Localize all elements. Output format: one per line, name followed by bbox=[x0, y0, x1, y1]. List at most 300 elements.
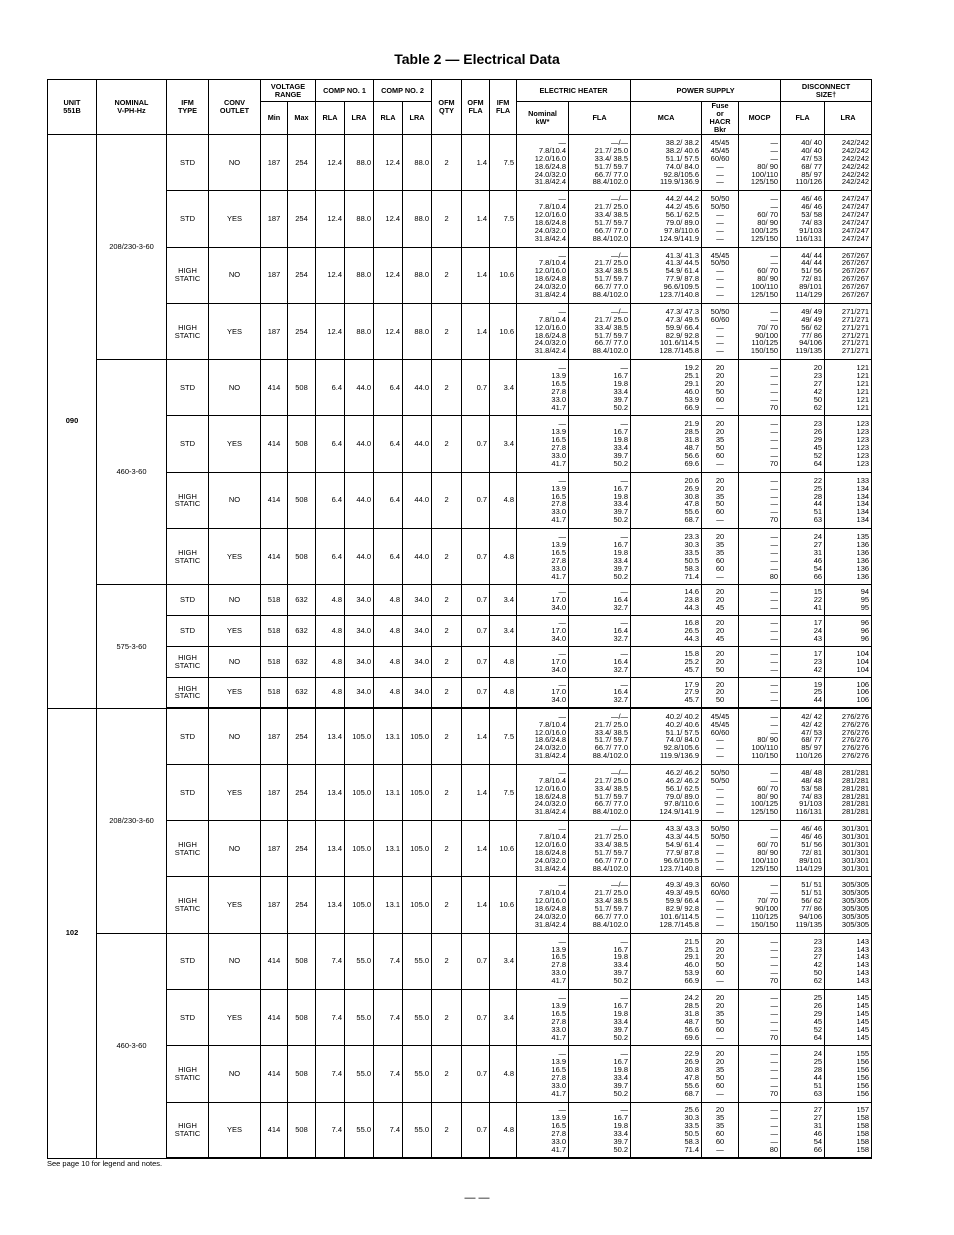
disc-lra-cell: 135 136 136 136 136 136 bbox=[825, 529, 872, 585]
ofm-qty-cell: 2 bbox=[432, 135, 462, 191]
disc-fla-cell: 25 26 29 45 52 64 bbox=[781, 990, 825, 1046]
table-row bbox=[48, 764, 872, 820]
max-cell: 508 bbox=[288, 1102, 316, 1158]
mca-cell: 16.8 26.5 44.3 bbox=[631, 616, 702, 647]
mca-cell: 49.3/ 49.3 49.3/ 49.5 59.9/ 66.4 82.9/ 92.8 101.6/114.5 128.7/145.8 bbox=[631, 877, 702, 933]
disc-fla-cell: 48/ 48 48/ 48 53/ 58 74/ 83 91/103 116/131 bbox=[781, 764, 825, 820]
ofm-fla-cell: 0.7 bbox=[462, 1046, 490, 1102]
rla1-cell: 12.4 bbox=[316, 135, 345, 191]
table-row bbox=[48, 990, 872, 1046]
disc-lra-cell: 121 121 121 121 121 121 bbox=[825, 360, 872, 416]
min-cell: 187 bbox=[261, 247, 288, 303]
mocp-cell: — — 60/ 70 80/ 90 100/110 125/150 bbox=[739, 821, 781, 877]
fuse-cell: 20 20 45 bbox=[702, 616, 739, 647]
rla2-cell: 12.4 bbox=[374, 191, 403, 247]
rla2-cell: 6.4 bbox=[374, 416, 403, 472]
ofm-qty-cell: 2 bbox=[432, 360, 462, 416]
disc-lra-cell: 271/271 271/271 271/271 271/271 271/271 271/271 bbox=[825, 303, 872, 359]
unit-cell: 090 bbox=[48, 135, 97, 709]
ofm-fla-cell: 0.7 bbox=[462, 585, 490, 616]
heater-fla-cell: —/— 21.7/ 25.0 33.4/ 38.5 51.7/ 59.7 66.7/ 77.0 88.4/102.0 bbox=[569, 821, 631, 877]
ofm-fla-cell: 0.7 bbox=[462, 646, 490, 677]
max-cell: 508 bbox=[288, 933, 316, 989]
nominal-cell: 460-3-60 bbox=[97, 360, 167, 585]
disc-lra-cell: 305/305 305/305 305/305 305/305 305/305 305/305 bbox=[825, 877, 872, 933]
fuse-cell: 50/50 60/60 — — — — bbox=[702, 303, 739, 359]
ifm-type-cell: HIGH STATIC bbox=[167, 247, 209, 303]
max-cell: 508 bbox=[288, 1046, 316, 1102]
fuse-cell: 20 20 35 50 60 — bbox=[702, 990, 739, 1046]
mocp-cell: — — — bbox=[739, 646, 781, 677]
col-max: Max bbox=[288, 102, 316, 135]
max-cell: 508 bbox=[288, 529, 316, 585]
max-cell: 508 bbox=[288, 472, 316, 528]
col-comp1: COMP NO. 1 bbox=[316, 80, 374, 102]
rla2-cell: 4.8 bbox=[374, 585, 403, 616]
ifm-fla-cell: 4.8 bbox=[490, 1102, 517, 1158]
ofm-fla-cell: 0.7 bbox=[462, 616, 490, 647]
min-cell: 187 bbox=[261, 191, 288, 247]
rla2-cell: 4.8 bbox=[374, 616, 403, 647]
ifm-type-cell: HIGH STATIC bbox=[167, 821, 209, 877]
mca-cell: 22.9 26.9 30.8 47.8 55.6 68.7 bbox=[631, 1046, 702, 1102]
mca-cell: 43.3/ 43.3 43.3/ 44.5 54.9/ 61.4 77.9/ 87.8 96.6/109.5 123.7/140.8 bbox=[631, 821, 702, 877]
disc-lra-cell: 281/281 281/281 281/281 281/281 281/281 281/281 bbox=[825, 764, 872, 820]
disc-lra-cell: 123 123 123 123 123 123 bbox=[825, 416, 872, 472]
fuse-cell: 20 20 35 50 60 — bbox=[702, 472, 739, 528]
disc-lra-cell: 104 104 104 bbox=[825, 646, 872, 677]
col-nominal: NOMINAL V-PH-Hz bbox=[97, 80, 167, 135]
min-cell: 414 bbox=[261, 416, 288, 472]
disc-fla-cell: 24 25 28 44 51 63 bbox=[781, 1046, 825, 1102]
mca-cell: 23.3 30.3 33.5 50.5 58.3 71.4 bbox=[631, 529, 702, 585]
ifm-type-cell: HIGH STATIC bbox=[167, 877, 209, 933]
heater-fla-cell: — 16.4 32.7 bbox=[569, 616, 631, 647]
ofm-qty-cell: 2 bbox=[432, 708, 462, 764]
conv-outlet-cell: YES bbox=[209, 877, 261, 933]
max-cell: 632 bbox=[288, 585, 316, 616]
col-unit: UNIT 551B bbox=[48, 80, 97, 135]
fuse-cell: 20 20 20 50 60 — bbox=[702, 360, 739, 416]
conv-outlet-cell: YES bbox=[209, 616, 261, 647]
min-cell: 187 bbox=[261, 303, 288, 359]
rla1-cell: 7.4 bbox=[316, 1046, 345, 1102]
lra2-cell: 34.0 bbox=[403, 616, 432, 647]
lra1-cell: 88.0 bbox=[345, 135, 374, 191]
ofm-fla-cell: 1.4 bbox=[462, 877, 490, 933]
heater-fla-cell: —/— 21.7/ 25.0 33.4/ 38.5 51.7/ 59.7 66.7/ 77.0 88.4/102.0 bbox=[569, 877, 631, 933]
lra2-cell: 55.0 bbox=[403, 990, 432, 1046]
rla2-cell: 6.4 bbox=[374, 529, 403, 585]
disc-lra-cell: 143 143 143 143 143 143 bbox=[825, 933, 872, 989]
mocp-cell: — — — — — 70 bbox=[739, 933, 781, 989]
ifm-type-cell: STD bbox=[167, 135, 209, 191]
ofm-fla-cell: 1.4 bbox=[462, 708, 490, 764]
lra2-cell: 88.0 bbox=[403, 135, 432, 191]
rla1-cell: 4.8 bbox=[316, 585, 345, 616]
rla1-cell: 13.4 bbox=[316, 877, 345, 933]
ofm-fla-cell: 0.7 bbox=[462, 416, 490, 472]
disc-fla-cell: 17 23 42 bbox=[781, 646, 825, 677]
rla1-cell: 4.8 bbox=[316, 677, 345, 708]
lra2-cell: 55.0 bbox=[403, 1102, 432, 1158]
conv-outlet-cell: NO bbox=[209, 472, 261, 528]
conv-outlet-cell: NO bbox=[209, 585, 261, 616]
mca-cell: 41.3/ 41.3 41.3/ 44.5 54.9/ 61.4 77.9/ 87.8 96.6/109.5 123.7/140.8 bbox=[631, 247, 702, 303]
max-cell: 508 bbox=[288, 990, 316, 1046]
mca-cell: 24.2 28.5 31.8 48.7 56.6 69.6 bbox=[631, 990, 702, 1046]
ifm-type-cell: HIGH STATIC bbox=[167, 1046, 209, 1102]
min-cell: 518 bbox=[261, 616, 288, 647]
fuse-cell: 50/50 50/50 — — — — bbox=[702, 821, 739, 877]
table-row bbox=[48, 303, 872, 359]
lra1-cell: 55.0 bbox=[345, 1046, 374, 1102]
rla2-cell: 13.1 bbox=[374, 708, 403, 764]
disc-lra-cell: 276/276 276/276 276/276 276/276 276/276 276/276 bbox=[825, 708, 872, 764]
rla2-cell: 6.4 bbox=[374, 472, 403, 528]
col-ofm-fla: OFM FLA bbox=[462, 80, 490, 135]
disc-lra-cell: 267/267 267/267 267/267 267/267 267/267 267/267 bbox=[825, 247, 872, 303]
mocp-cell: — — — — — 80 bbox=[739, 529, 781, 585]
disc-lra-cell: 145 145 145 145 145 145 bbox=[825, 990, 872, 1046]
nominal-cell: 208/230-3-60 bbox=[97, 708, 167, 933]
heater-fla-cell: —/— 21.7/ 25.0 33.4/ 38.5 51.7/ 59.7 66.7/ 77.0 88.4/102.0 bbox=[569, 708, 631, 764]
nominal-kw-cell: — 13.9 16.5 27.8 33.0 41.7 bbox=[517, 529, 569, 585]
mocp-cell: — — 60/ 70 80/ 90 100/110 125/150 bbox=[739, 247, 781, 303]
lra1-cell: 88.0 bbox=[345, 191, 374, 247]
table-row bbox=[48, 646, 872, 677]
lra1-cell: 105.0 bbox=[345, 708, 374, 764]
conv-outlet-cell: YES bbox=[209, 677, 261, 708]
rla2-cell: 13.1 bbox=[374, 764, 403, 820]
rla2-cell: 6.4 bbox=[374, 360, 403, 416]
fuse-cell: 50/50 50/50 — — — — bbox=[702, 191, 739, 247]
ofm-qty-cell: 2 bbox=[432, 616, 462, 647]
col-rla1: RLA bbox=[316, 102, 345, 135]
ifm-fla-cell: 3.4 bbox=[490, 585, 517, 616]
disc-fla-cell: 20 23 27 42 50 62 bbox=[781, 360, 825, 416]
lra2-cell: 105.0 bbox=[403, 708, 432, 764]
disc-fla-cell: 42/ 42 42/ 42 47/ 53 68/ 77 85/ 97 110/126 bbox=[781, 708, 825, 764]
ofm-fla-cell: 0.7 bbox=[462, 472, 490, 528]
heater-fla-cell: —/— 21.7/ 25.0 33.4/ 38.5 51.7/ 59.7 66.7/ 77.0 88.4/102.0 bbox=[569, 247, 631, 303]
ofm-fla-cell: 0.7 bbox=[462, 529, 490, 585]
table-row bbox=[48, 616, 872, 647]
disc-lra-cell: 157 158 158 158 158 158 bbox=[825, 1102, 872, 1158]
fuse-cell: 20 20 35 50 60 — bbox=[702, 1046, 739, 1102]
ifm-fla-cell: 3.4 bbox=[490, 616, 517, 647]
max-cell: 254 bbox=[288, 821, 316, 877]
ofm-fla-cell: 1.4 bbox=[462, 135, 490, 191]
disc-lra-cell: 133 134 134 134 134 134 bbox=[825, 472, 872, 528]
rla1-cell: 7.4 bbox=[316, 1102, 345, 1158]
table-row bbox=[48, 191, 872, 247]
min-cell: 187 bbox=[261, 821, 288, 877]
nominal-kw-cell: — 7.8/10.4 12.0/16.0 18.6/24.8 24.0/32.0 31.8/42.4 bbox=[517, 303, 569, 359]
min-cell: 414 bbox=[261, 990, 288, 1046]
table-row bbox=[48, 472, 872, 528]
ifm-fla-cell: 7.5 bbox=[490, 764, 517, 820]
ofm-qty-cell: 2 bbox=[432, 472, 462, 528]
heater-fla-cell: — 16.7 19.8 33.4 39.7 50.2 bbox=[569, 1046, 631, 1102]
ofm-qty-cell: 2 bbox=[432, 764, 462, 820]
fuse-cell: 20 20 50 bbox=[702, 677, 739, 708]
nominal-cell: 575-3-60 bbox=[97, 585, 167, 708]
col-disconnect: DISCONNECT SIZE† bbox=[781, 80, 872, 102]
ofm-fla-cell: 1.4 bbox=[462, 191, 490, 247]
ifm-fla-cell: 4.8 bbox=[490, 677, 517, 708]
conv-outlet-cell: YES bbox=[209, 529, 261, 585]
disc-fla-cell: 24 27 31 46 54 66 bbox=[781, 529, 825, 585]
heater-fla-cell: —/— 21.7/ 25.0 33.4/ 38.5 51.7/ 59.7 66.7/ 77.0 88.4/102.0 bbox=[569, 303, 631, 359]
rla1-cell: 13.4 bbox=[316, 764, 345, 820]
rla1-cell: 13.4 bbox=[316, 821, 345, 877]
lra1-cell: 34.0 bbox=[345, 646, 374, 677]
table-row bbox=[48, 360, 872, 416]
table-row bbox=[48, 877, 872, 933]
mca-cell: 17.9 27.9 45.7 bbox=[631, 677, 702, 708]
rla1-cell: 6.4 bbox=[316, 472, 345, 528]
rla2-cell: 13.1 bbox=[374, 821, 403, 877]
fuse-cell: 50/50 50/50 — — — — bbox=[702, 764, 739, 820]
conv-outlet-cell: NO bbox=[209, 708, 261, 764]
ifm-type-cell: STD bbox=[167, 416, 209, 472]
max-cell: 632 bbox=[288, 646, 316, 677]
ifm-fla-cell: 7.5 bbox=[490, 191, 517, 247]
page-number: — — bbox=[464, 1192, 490, 1204]
ifm-fla-cell: 10.6 bbox=[490, 877, 517, 933]
ifm-fla-cell: 7.5 bbox=[490, 708, 517, 764]
lra1-cell: 34.0 bbox=[345, 616, 374, 647]
rla1-cell: 13.4 bbox=[316, 708, 345, 764]
ifm-fla-cell: 10.6 bbox=[490, 821, 517, 877]
conv-outlet-cell: YES bbox=[209, 303, 261, 359]
lra2-cell: 44.0 bbox=[403, 529, 432, 585]
rla1-cell: 6.4 bbox=[316, 529, 345, 585]
conv-outlet-cell: NO bbox=[209, 247, 261, 303]
ofm-qty-cell: 2 bbox=[432, 933, 462, 989]
ifm-type-cell: HIGH STATIC bbox=[167, 529, 209, 585]
ifm-type-cell: HIGH STATIC bbox=[167, 472, 209, 528]
ofm-qty-cell: 2 bbox=[432, 585, 462, 616]
fuse-cell: 20 35 35 60 60 — bbox=[702, 1102, 739, 1158]
lra2-cell: 34.0 bbox=[403, 677, 432, 708]
disc-lra-cell: 94 95 95 bbox=[825, 585, 872, 616]
lra1-cell: 88.0 bbox=[345, 303, 374, 359]
lra2-cell: 88.0 bbox=[403, 303, 432, 359]
ifm-type-cell: STD bbox=[167, 764, 209, 820]
col-lra2: LRA bbox=[403, 102, 432, 135]
mca-cell: 20.6 26.9 30.8 47.8 55.6 68.7 bbox=[631, 472, 702, 528]
col-ifm-fla: IFM FLA bbox=[490, 80, 517, 135]
rla2-cell: 7.4 bbox=[374, 990, 403, 1046]
lra2-cell: 55.0 bbox=[403, 1046, 432, 1102]
mocp-cell: — — — — — 70 bbox=[739, 360, 781, 416]
lra1-cell: 88.0 bbox=[345, 247, 374, 303]
mocp-cell: — — — bbox=[739, 677, 781, 708]
table-row bbox=[48, 1046, 872, 1102]
fuse-cell: 20 20 45 bbox=[702, 585, 739, 616]
lra1-cell: 55.0 bbox=[345, 933, 374, 989]
mocp-cell: — — — — — 80 bbox=[739, 1102, 781, 1158]
mocp-cell: — — — — — 70 bbox=[739, 990, 781, 1046]
disc-lra-cell: 247/247 247/247 247/247 247/247 247/247 247/247 bbox=[825, 191, 872, 247]
nominal-cell: 460-3-60 bbox=[97, 933, 167, 1158]
lra1-cell: 55.0 bbox=[345, 1102, 374, 1158]
ofm-qty-cell: 2 bbox=[432, 877, 462, 933]
nominal-cell: 208/230-3-60 bbox=[97, 135, 167, 360]
table-row bbox=[48, 1102, 872, 1158]
max-cell: 254 bbox=[288, 191, 316, 247]
table-row bbox=[48, 247, 872, 303]
conv-outlet-cell: YES bbox=[209, 191, 261, 247]
mocp-cell: — — 60/ 70 80/ 90 100/125 125/150 bbox=[739, 191, 781, 247]
ofm-qty-cell: 2 bbox=[432, 677, 462, 708]
heater-fla-cell: — 16.7 19.8 33.4 39.7 50.2 bbox=[569, 933, 631, 989]
rla1-cell: 12.4 bbox=[316, 303, 345, 359]
nominal-kw-cell: — 7.8/10.4 12.0/16.0 18.6/24.8 24.0/32.0 31.8/42.4 bbox=[517, 191, 569, 247]
heater-fla-cell: — 16.7 19.8 33.4 39.7 50.2 bbox=[569, 416, 631, 472]
mocp-cell: — — 70/ 70 90/100 110/125 150/150 bbox=[739, 303, 781, 359]
ifm-type-cell: HIGH STATIC bbox=[167, 303, 209, 359]
disc-fla-cell: 49/ 49 49/ 49 56/ 62 77/ 86 94/106 119/135 bbox=[781, 303, 825, 359]
fuse-cell: 20 20 35 50 60 — bbox=[702, 416, 739, 472]
nominal-kw-cell: — 7.8/10.4 12.0/16.0 18.6/24.8 24.0/32.0 31.8/42.4 bbox=[517, 764, 569, 820]
disc-fla-cell: 51/ 51 51/ 51 56/ 62 77/ 86 94/106 119/135 bbox=[781, 877, 825, 933]
lra1-cell: 34.0 bbox=[345, 677, 374, 708]
conv-outlet-cell: NO bbox=[209, 1046, 261, 1102]
fuse-cell: 45/45 45/45 60/60 — — — bbox=[702, 708, 739, 764]
conv-outlet-cell: YES bbox=[209, 990, 261, 1046]
conv-outlet-cell: NO bbox=[209, 821, 261, 877]
col-ifm-type: IFM TYPE bbox=[167, 80, 209, 135]
ifm-type-cell: HIGH STATIC bbox=[167, 1102, 209, 1158]
ofm-qty-cell: 2 bbox=[432, 529, 462, 585]
ifm-type-cell: STD bbox=[167, 360, 209, 416]
disc-fla-cell: 23 26 29 45 52 64 bbox=[781, 416, 825, 472]
heater-fla-cell: — 16.7 19.8 33.4 39.7 50.2 bbox=[569, 472, 631, 528]
min-cell: 187 bbox=[261, 764, 288, 820]
rla2-cell: 12.4 bbox=[374, 303, 403, 359]
nominal-kw-cell: — 7.8/10.4 12.0/16.0 18.6/24.8 24.0/32.0 31.8/42.4 bbox=[517, 708, 569, 764]
mca-cell: 40.2/ 40.2 40.2/ 40.6 51.1/ 57.5 74.0/ 84.0 92.8/105.6 119.9/136.9 bbox=[631, 708, 702, 764]
table-row bbox=[48, 677, 872, 708]
rla2-cell: 13.1 bbox=[374, 877, 403, 933]
ifm-fla-cell: 4.8 bbox=[490, 1046, 517, 1102]
ifm-type-cell: STD bbox=[167, 585, 209, 616]
lra2-cell: 105.0 bbox=[403, 821, 432, 877]
rla2-cell: 7.4 bbox=[374, 933, 403, 989]
lra2-cell: 88.0 bbox=[403, 247, 432, 303]
mca-cell: 21.5 25.1 29.1 46.0 53.9 66.9 bbox=[631, 933, 702, 989]
ofm-fla-cell: 0.7 bbox=[462, 933, 490, 989]
col-comp2: COMP NO. 2 bbox=[374, 80, 432, 102]
heater-fla-cell: — 16.4 32.7 bbox=[569, 646, 631, 677]
nominal-kw-cell: — 17.0 34.0 bbox=[517, 646, 569, 677]
max-cell: 632 bbox=[288, 677, 316, 708]
lra2-cell: 44.0 bbox=[403, 472, 432, 528]
fuse-cell: 20 35 35 60 60 — bbox=[702, 529, 739, 585]
nominal-kw-cell: — 13.9 16.5 27.8 33.0 41.7 bbox=[517, 1102, 569, 1158]
lra2-cell: 105.0 bbox=[403, 764, 432, 820]
disc-fla-cell: 40/ 40 40/ 40 47/ 53 68/ 77 85/ 97 110/126 bbox=[781, 135, 825, 191]
conv-outlet-cell: YES bbox=[209, 764, 261, 820]
col-ofm-qty: OFM QTY bbox=[432, 80, 462, 135]
mca-cell: 25.6 30.3 33.5 50.5 58.3 71.4 bbox=[631, 1102, 702, 1158]
mca-cell: 14.6 23.8 44.3 bbox=[631, 585, 702, 616]
col-disc-lra: LRA bbox=[825, 102, 872, 135]
rla1-cell: 7.4 bbox=[316, 933, 345, 989]
nominal-kw-cell: — 13.9 16.5 27.8 33.0 41.7 bbox=[517, 472, 569, 528]
mocp-cell: — — — — — 70 bbox=[739, 416, 781, 472]
mca-cell: 21.9 28.5 31.8 48.7 56.6 69.6 bbox=[631, 416, 702, 472]
table-row bbox=[48, 529, 872, 585]
col-fuse: Fuse or HACR Bkr bbox=[702, 102, 739, 135]
mocp-cell: — — — — — 70 bbox=[739, 472, 781, 528]
col-rla2: RLA bbox=[374, 102, 403, 135]
lra1-cell: 55.0 bbox=[345, 990, 374, 1046]
conv-outlet-cell: NO bbox=[209, 135, 261, 191]
ifm-type-cell: STD bbox=[167, 990, 209, 1046]
disc-lra-cell: 96 96 96 bbox=[825, 616, 872, 647]
heater-fla-cell: — 16.7 19.8 33.4 39.7 50.2 bbox=[569, 990, 631, 1046]
rla2-cell: 4.8 bbox=[374, 677, 403, 708]
heater-fla-cell: —/— 21.7/ 25.0 33.4/ 38.5 51.7/ 59.7 66.7/ 77.0 88.4/102.0 bbox=[569, 191, 631, 247]
ofm-fla-cell: 0.7 bbox=[462, 677, 490, 708]
rla1-cell: 6.4 bbox=[316, 416, 345, 472]
min-cell: 518 bbox=[261, 585, 288, 616]
ifm-type-cell: STD bbox=[167, 616, 209, 647]
heater-fla-cell: —/— 21.7/ 25.0 33.4/ 38.5 51.7/ 59.7 66.7/ 77.0 88.4/102.0 bbox=[569, 135, 631, 191]
heater-fla-cell: — 16.7 19.8 33.4 39.7 50.2 bbox=[569, 360, 631, 416]
conv-outlet-cell: NO bbox=[209, 360, 261, 416]
ifm-type-cell: STD bbox=[167, 933, 209, 989]
fuse-cell: 20 20 20 50 60 — bbox=[702, 933, 739, 989]
mca-cell: 44.2/ 44.2 44.2/ 45.6 56.1/ 62.5 79.0/ 89.0 97.8/110.6 124.9/141.9 bbox=[631, 191, 702, 247]
max-cell: 632 bbox=[288, 616, 316, 647]
max-cell: 508 bbox=[288, 416, 316, 472]
nominal-kw-cell: — 13.9 16.5 27.8 33.0 41.7 bbox=[517, 416, 569, 472]
nominal-kw-cell: — 17.0 34.0 bbox=[517, 616, 569, 647]
rla1-cell: 7.4 bbox=[316, 990, 345, 1046]
table-row bbox=[48, 585, 872, 616]
min-cell: 414 bbox=[261, 472, 288, 528]
heater-fla-cell: —/— 21.7/ 25.0 33.4/ 38.5 51.7/ 59.7 66.7/ 77.0 88.4/102.0 bbox=[569, 764, 631, 820]
max-cell: 254 bbox=[288, 303, 316, 359]
max-cell: 254 bbox=[288, 135, 316, 191]
max-cell: 254 bbox=[288, 708, 316, 764]
ifm-fla-cell: 7.5 bbox=[490, 135, 517, 191]
col-heater-fla: FLA bbox=[569, 102, 631, 135]
rla2-cell: 4.8 bbox=[374, 646, 403, 677]
page-title: Table 2 — Electrical Data bbox=[394, 51, 560, 67]
ifm-fla-cell: 3.4 bbox=[490, 990, 517, 1046]
mocp-cell: — — — 80/ 90 100/110 110/150 bbox=[739, 708, 781, 764]
min-cell: 518 bbox=[261, 677, 288, 708]
table-row bbox=[48, 135, 872, 191]
mca-cell: 15.8 25.2 45.7 bbox=[631, 646, 702, 677]
nominal-kw-cell: — 7.8/10.4 12.0/16.0 18.6/24.8 24.0/32.0 31.8/42.4 bbox=[517, 821, 569, 877]
fuse-cell: 45/45 50/50 — — — — bbox=[702, 247, 739, 303]
ofm-qty-cell: 2 bbox=[432, 1046, 462, 1102]
col-electric-heater: ELECTRIC HEATER bbox=[517, 80, 631, 102]
max-cell: 254 bbox=[288, 764, 316, 820]
rla2-cell: 12.4 bbox=[374, 135, 403, 191]
disc-fla-cell: 46/ 46 46/ 46 51/ 56 72/ 81 89/101 114/129 bbox=[781, 821, 825, 877]
conv-outlet-cell: NO bbox=[209, 646, 261, 677]
unit-cell: 102 bbox=[48, 708, 97, 1158]
ofm-fla-cell: 0.7 bbox=[462, 990, 490, 1046]
